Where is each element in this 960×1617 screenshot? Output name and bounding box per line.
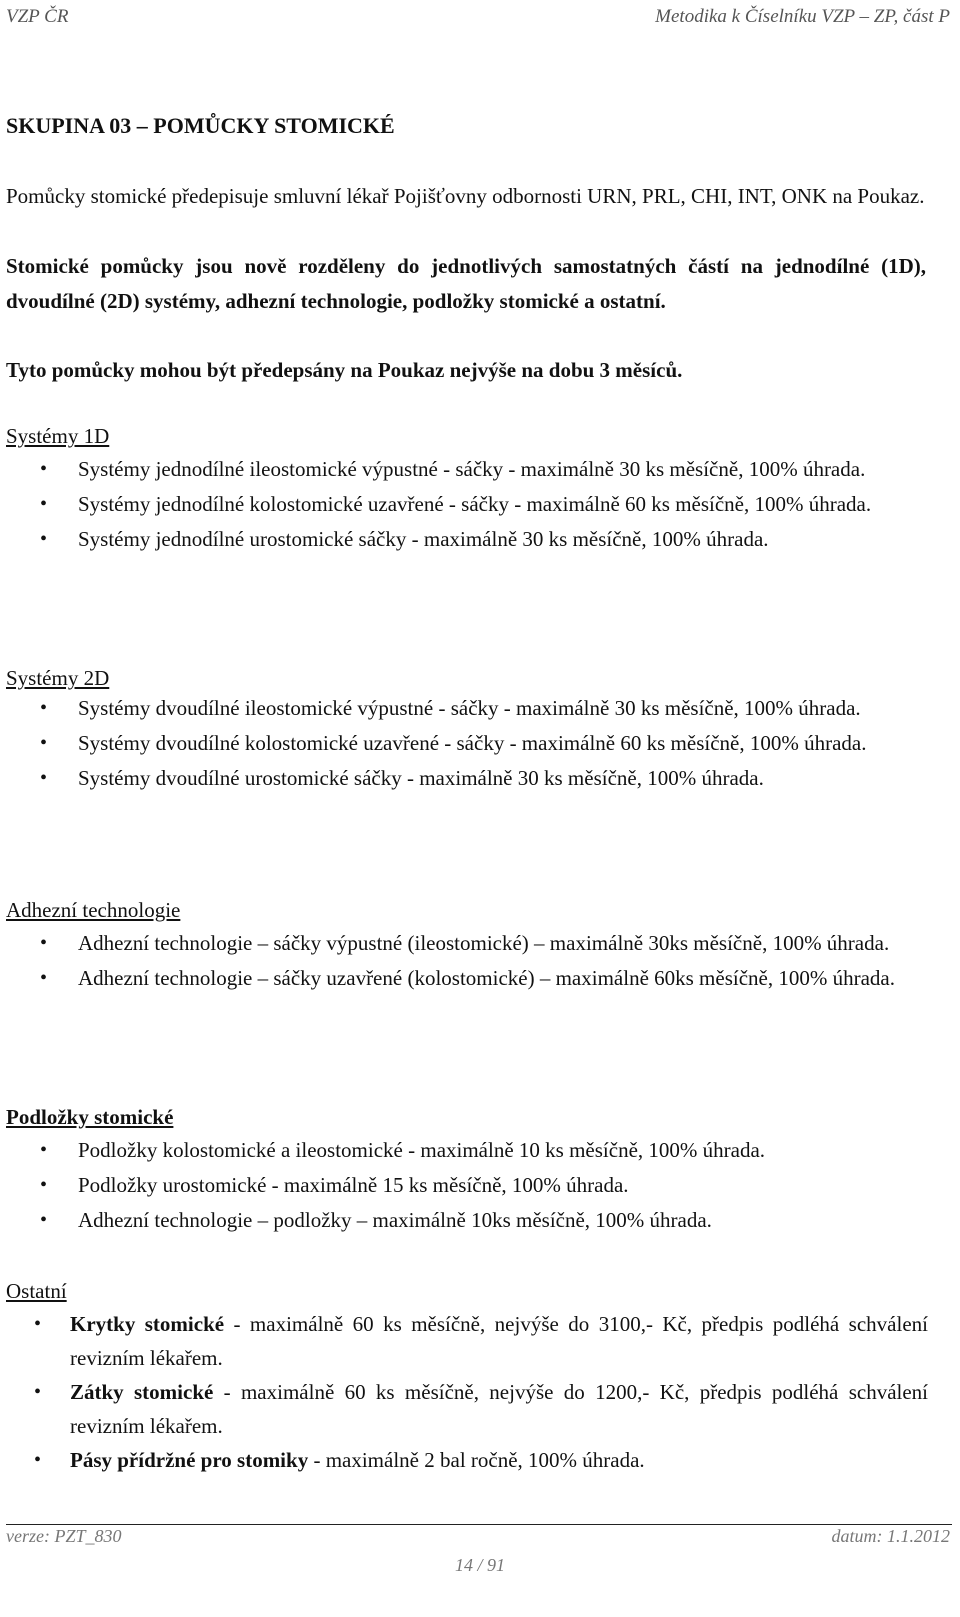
bullet-icon: • <box>40 1209 48 1231</box>
bullet-icon: • <box>40 528 48 550</box>
list-item-text: Systémy dvoudílné urostomické sáčky - maximálně 30 ks měsíčně, 100% úhrada. <box>78 766 764 790</box>
item-name: Zátky stomické <box>70 1380 214 1404</box>
list-item-text: - maximálně 60 ks měsíčně, nejvýše do 1200,- Kč, předpis podléhá schválení revizním lékařem. <box>70 1380 928 1438</box>
list-item-text: Systémy dvoudílné kolostomické uzavřené - sáčky - maximálně 60 ks měsíčně, 100% úhrada. <box>78 731 867 755</box>
bullet-icon: • <box>40 458 48 480</box>
list-ostatni <box>0 1307 928 1477</box>
list-item-text: - maximálně 60 ks měsíčně, nejvýše do 3100,- Kč, předpis podléhá schválení revizním lékařem. <box>70 1312 928 1370</box>
bullet-icon: • <box>34 1313 42 1335</box>
section-heading-systemy-2d: Systémy 2D <box>6 666 110 690</box>
item-name: Krytky stomické <box>70 1312 225 1336</box>
list-item-text: Podložky urostomické - maximálně 15 ks měsíčně, 100% úhrada. <box>78 1173 629 1197</box>
list-item-text: Podložky kolostomické a ileostomické - maximálně 10 ks měsíčně, 100% úhrada. <box>78 1138 766 1162</box>
list-item <box>0 452 940 487</box>
footer-version: verze: PZT_830 <box>6 1526 122 1546</box>
list-systemy-1d <box>0 452 940 557</box>
list-item <box>0 761 940 796</box>
list-podlozky-stomicke <box>0 1133 940 1238</box>
section-heading-podlozky-stomicke: Podložky stomické <box>6 1105 174 1129</box>
bullet-icon: • <box>40 697 48 719</box>
bullet-icon: • <box>40 767 48 789</box>
list-systemy-2d <box>0 693 940 796</box>
list-item <box>0 961 940 996</box>
list-item <box>0 1168 940 1203</box>
item-name: Pásy přídržné pro stomiky <box>70 1448 309 1472</box>
list-item-text: Adhezní technologie – sáčky uzavřené (kolostomické) – maximálně 60ks měsíčně, 100% úhrada. <box>78 966 895 990</box>
bullet-icon: • <box>34 1449 42 1471</box>
page-title: SKUPINA 03 – POMŮCKY STOMICKÉ <box>6 113 395 138</box>
list-item <box>0 1443 928 1477</box>
list-item <box>0 1375 928 1443</box>
section-heading-adhezni-technologie: Adhezní technologie <box>6 898 181 922</box>
header-left: VZP ČR <box>6 6 69 27</box>
header-right: Metodika k Číselníku VZP – ZP, část P <box>655 6 950 27</box>
list-item-text: Systémy jednodílné ileostomické výpustné - sáčky - maximálně 30 ks měsíčně, 100% úhrada. <box>78 457 866 481</box>
list-item <box>0 487 940 522</box>
bullet-icon: • <box>40 493 48 515</box>
section-heading-systemy-1d: Systémy 1D <box>6 424 110 448</box>
list-item <box>0 1133 940 1168</box>
list-item <box>0 1307 928 1375</box>
list-item-text: Systémy dvoudílné ileostomické výpustné - sáčky - maximálně 30 ks měsíčně, 100% úhrada. <box>78 696 861 720</box>
bullet-icon: • <box>40 967 48 989</box>
intro-paragraph-3: Tyto pomůcky mohou být předepsány na Poukaz nejvýše na dobu 3 měsíců. <box>6 358 683 382</box>
list-adhezni-technologie <box>0 926 940 996</box>
list-item <box>0 693 940 723</box>
bullet-icon: • <box>40 732 48 754</box>
list-item-text: Adhezní technologie – podložky – maximálně 10ks měsíčně, 100% úhrada. <box>78 1208 712 1232</box>
page-header <box>6 2 950 32</box>
bullet-icon: • <box>40 1139 48 1161</box>
footer-divider <box>6 1524 952 1525</box>
bullet-icon: • <box>34 1381 42 1403</box>
page-number: 14 / 91 <box>454 1555 505 1575</box>
footer-date: datum: 1.1.2012 <box>831 1526 950 1546</box>
section-heading-ostatni: Ostatní <box>6 1279 67 1303</box>
bullet-icon: • <box>40 1174 48 1196</box>
intro-paragraph-2: Stomické pomůcky jsou nově rozděleny do jednotlivých samostatných částí na jednodílné (1D), dvoudílné (2D) systémy, adhezní technologie, podložky stomické a ostatní. <box>6 254 926 313</box>
list-item <box>0 522 940 557</box>
list-item <box>0 726 940 761</box>
list-item-text: - maximálně 2 bal ročně, 100% úhrada. <box>308 1448 645 1472</box>
intro-paragraph-1: Pomůcky stomické předepisuje smluvní lékař Pojišťovny odbornosti URN, PRL, CHI, INT, ONK na Poukaz. <box>6 184 925 208</box>
list-item-text: Systémy jednodílné urostomické sáčky - maximálně 30 ks měsíčně, 100% úhrada. <box>78 527 769 551</box>
list-item-text: Adhezní technologie – sáčky výpustné (ileostomické) – maximálně 30ks měsíčně, 100% úhrada. <box>78 931 890 955</box>
list-item <box>0 1203 940 1238</box>
list-item-text: Systémy jednodílné kolostomické uzavřené - sáčky - maximálně 60 ks měsíčně, 100% úhrada. <box>78 492 872 516</box>
bullet-icon: • <box>40 932 48 954</box>
list-item <box>0 926 940 961</box>
